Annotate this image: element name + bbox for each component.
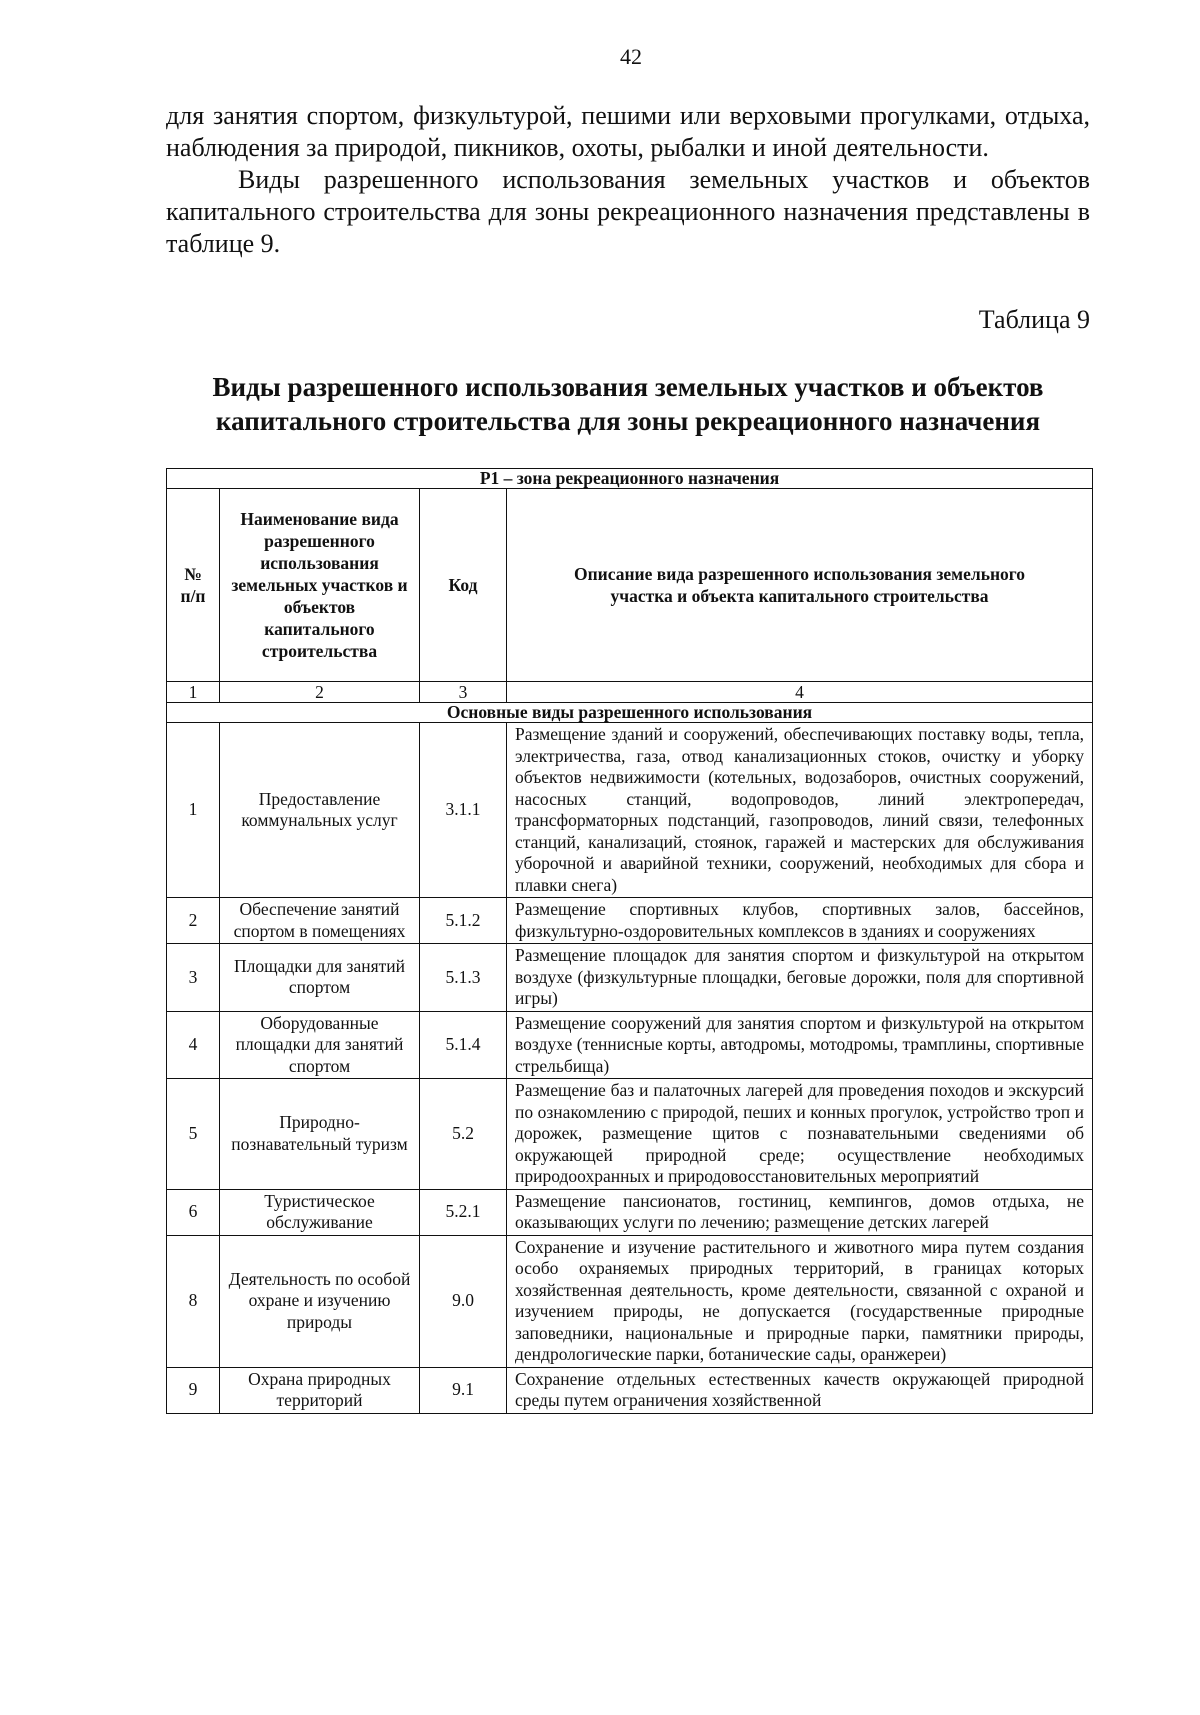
column-number: 4 xyxy=(507,682,1093,703)
header-num: № п/п xyxy=(167,489,220,682)
row-name: Природно-познавательный туризм xyxy=(220,1079,420,1190)
row-name: Охрана природных территорий xyxy=(220,1367,420,1413)
table-row xyxy=(167,898,1093,944)
intro-paragraph-2: Виды разрешенного использования земельных участков и объектов капитального строительства для зоны рекреационного назначения представлены в таблице 9. xyxy=(166,165,1090,258)
intro-text xyxy=(166,100,1090,260)
table-row xyxy=(167,944,1093,1012)
table-row xyxy=(167,1367,1093,1413)
row-name: Деятельность по особой охране и изучению природы xyxy=(220,1235,420,1367)
table-row xyxy=(167,1011,1093,1079)
row-name: Туристическое обслуживание xyxy=(220,1189,420,1235)
zone-header-row xyxy=(167,469,1093,489)
table-row xyxy=(167,1079,1093,1190)
row-number: 5 xyxy=(167,1079,220,1190)
row-number: 2 xyxy=(167,898,220,944)
column-header-row xyxy=(167,489,1093,682)
table-title xyxy=(166,370,1090,438)
row-number: 3 xyxy=(167,944,220,1012)
row-description: Размещение площадок для занятия спортом и физкультурой на открытом воздухе (физкультурные площадки, беговые дорожки, поля для спортивной игры) xyxy=(507,944,1093,1012)
row-name: Площадки для занятий спортом xyxy=(220,944,420,1012)
row-code: 5.2 xyxy=(420,1079,507,1190)
row-description: Размещение спортивных клубов, спортивных залов, бассейнов, физкультурно-оздоровительных комплексов в зданиях и сооружениях xyxy=(507,898,1093,944)
row-description: Размещение сооружений для занятия спортом и физкультурой на открытом воздухе (теннисные корты, автодромы, мотодромы, трамплины, спортивные стрельбища) xyxy=(507,1011,1093,1079)
land-use-table xyxy=(166,468,1093,1414)
table-row xyxy=(167,1189,1093,1235)
intro-paragraph-1: для занятия спортом, физкультурой, пешими или верховыми прогулками, отдыха, наблюдения за природой, пикников, охоты, рыбалки и иной деятельности. xyxy=(166,101,1090,162)
row-description: Сохранение и изучение растительного и животного мира путем создания особо охраняемых природных территорий, в границах которых хозяйственная деятельность, кроме деятельности, связанной с охраной и изучением природы, не допускается (государственные природные заповедники, национальные и природные парки, памятники природы, дендрологические парки, ботанические сады, оранжереи) xyxy=(507,1235,1093,1367)
section-title: Основные виды разрешенного использования xyxy=(167,703,1093,723)
row-code: 9.1 xyxy=(420,1367,507,1413)
row-code: 9.0 xyxy=(420,1235,507,1367)
row-code: 3.1.1 xyxy=(420,723,507,898)
row-name: Предоставление коммунальных услуг xyxy=(220,723,420,898)
header-desc: Описание вида разрешенного использования земельного участка и объекта капитального строительства xyxy=(507,489,1093,682)
row-number: 4 xyxy=(167,1011,220,1079)
row-description: Размещение баз и палаточных лагерей для проведения походов и экскурсий по ознакомлению с природой, пеших и конных прогулок, устройство троп и дорожек, размещение щитов с познавательными сведениями об окружающей природной среде; осуществление необходимых природоохранных и природовосстановительных мероприятий xyxy=(507,1079,1093,1190)
header-name: Наименование вида разрешенного использования земельных участков и объектов капитального строительства xyxy=(220,489,420,682)
row-number: 8 xyxy=(167,1235,220,1367)
row-number: 1 xyxy=(167,723,220,898)
row-code: 5.1.3 xyxy=(420,944,507,1012)
header-code: Код xyxy=(420,489,507,682)
table-title-line-1: Виды разрешенного использования земельных участков и объектов xyxy=(212,372,1044,402)
row-description: Размещение пансионатов, гостиниц, кемпингов, домов отдыха, не оказывающих услуги по лечению; размещение детских лагерей xyxy=(507,1189,1093,1235)
row-number: 6 xyxy=(167,1189,220,1235)
table-title-line-2: капитального строительства для зоны рекреационного назначения xyxy=(215,406,1041,436)
row-name: Оборудованные площадки для занятий спортом xyxy=(220,1011,420,1079)
row-name: Обеспечение занятий спортом в помещениях xyxy=(220,898,420,944)
section-header-row xyxy=(167,703,1093,723)
row-number: 9 xyxy=(167,1367,220,1413)
row-code: 5.1.2 xyxy=(420,898,507,944)
column-number: 3 xyxy=(420,682,507,703)
row-description: Сохранение отдельных естественных качеств окружающей природной среды путем ограничения хозяйственной xyxy=(507,1367,1093,1413)
row-code: 5.1.4 xyxy=(420,1011,507,1079)
table-row xyxy=(167,1235,1093,1367)
zone-header: Р1 – зона рекреационного назначения xyxy=(167,469,1093,489)
column-number-row xyxy=(167,682,1093,703)
table-row xyxy=(167,723,1093,898)
column-number: 2 xyxy=(220,682,420,703)
page-number: 42 xyxy=(620,44,642,69)
row-description: Размещение зданий и сооружений, обеспечивающих поставку воды, тепла, электричества, газа, отвод канализационных стоков, очистку и уборку объектов недвижимости (котельных, водозаборов, очистных сооружений, насосных станций, водопроводов, линий электропередач, трансформаторных подстанций, газопроводов, линий связи, телефонных станций, канализаций, стоянок, гаражей и мастерских для обслуживания уборочной и аварийной техники, сооружений, необходимых для сбора и плавки снега) xyxy=(507,723,1093,898)
table-label: Таблица 9 xyxy=(978,305,1090,334)
row-code: 5.2.1 xyxy=(420,1189,507,1235)
column-number: 1 xyxy=(167,682,220,703)
